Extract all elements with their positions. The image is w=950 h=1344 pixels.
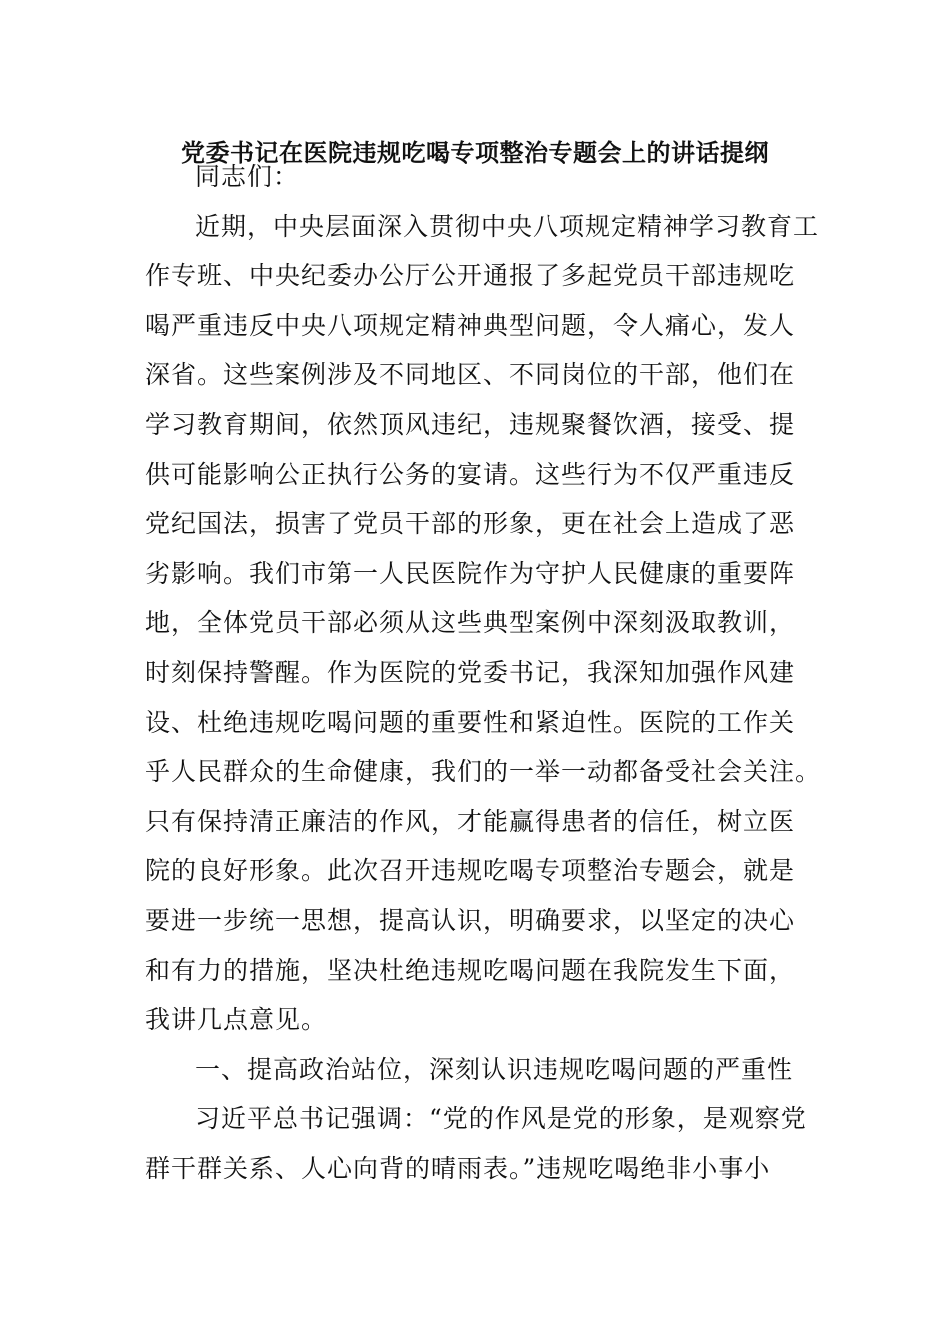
paragraph-1 bbox=[145, 202, 822, 1045]
section-heading: 一、提高政治站位，深刻认识违规吃喝问题的严重性 bbox=[195, 1054, 794, 1084]
paragraph-line: 乎人民群众的生命健康，我们的一举一动都备受社会关注。 bbox=[145, 757, 822, 787]
salutation: 同志们： bbox=[195, 162, 300, 191]
paragraph-line: 喝严重违反中央八项规定精神典型问题，令人痛心，发人 bbox=[145, 310, 796, 340]
paragraph-line: 地，全体党员干部必须从这些典型案例中深刻汲取教训， bbox=[145, 608, 796, 638]
paragraph-line: 要进一步统一思想，提高认识，明确要求，以坚定的决心 bbox=[145, 905, 796, 935]
paragraph-line: 习近平总书记强调：“党的作风是党的形象，是观察党 bbox=[195, 1104, 807, 1134]
paragraph-line: 供可能影响公正执行公务的宴请。这些行为不仅严重违反 bbox=[145, 459, 796, 489]
paragraph-2 bbox=[145, 1094, 805, 1193]
paragraph-line: 只有保持清正廉洁的作风，才能赢得患者的信任，树立医 bbox=[145, 806, 796, 836]
paragraph-line: 近期，中央层面深入贯彻中央八项规定精神学习教育工 bbox=[195, 211, 820, 241]
paragraph-line: 作专班、中央纪委办公厅公开通报了多起党员干部违规吃 bbox=[145, 261, 796, 291]
document-title: 党委书记在医院违规吃喝专项整治专题会上的讲话提纲 bbox=[181, 138, 769, 167]
paragraph-line: 院的良好形象。此次召开违规吃喝专项整治专题会，就是 bbox=[145, 856, 796, 886]
paragraph-line: 深省。这些案例涉及不同地区、不同岗位的干部，他们在 bbox=[145, 360, 796, 390]
paragraph-line: 劣影响。我们市第一人民医院作为守护人民健康的重要阵 bbox=[145, 558, 796, 588]
paragraph-line: 我讲几点意见。 bbox=[145, 1005, 328, 1035]
paragraph-line: 时刻保持警醒。作为医院的党委书记，我深知加强作风建 bbox=[145, 657, 796, 687]
paragraph-line: 群干群关系、人心向背的晴雨表。”违规吃喝绝非小事小 bbox=[145, 1153, 771, 1183]
paragraph-line: 学习教育期间，依然顶风违纪，违规聚餐饮酒，接受、提 bbox=[145, 409, 796, 439]
paragraph-line: 党纪国法，损害了党员干部的形象，更在社会上造成了恶 bbox=[145, 509, 796, 539]
document-body bbox=[145, 152, 822, 1193]
paragraph-line: 设、杜绝违规吃喝问题的重要性和紧迫性。医院的工作关 bbox=[145, 707, 796, 737]
paragraph-line: 和有力的措施，坚决杜绝违规吃喝问题在我院发生下面， bbox=[145, 955, 796, 985]
